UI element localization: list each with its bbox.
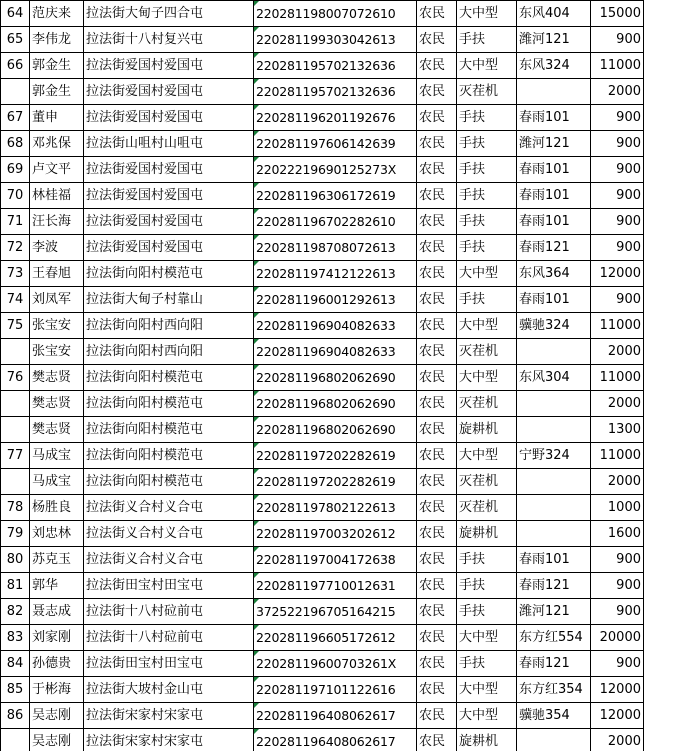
machine-type-cell[interactable]: 大中型 <box>457 625 517 651</box>
row-number-cell[interactable]: 73 <box>1 261 30 287</box>
id-number-cell[interactable]: 220281196904082633 <box>254 313 417 339</box>
id-number-cell[interactable]: 220281196201192676 <box>254 105 417 131</box>
model-cell[interactable]: 春雨101 <box>517 183 591 209</box>
machine-type-cell[interactable]: 灭茬机 <box>457 495 517 521</box>
model-cell[interactable]: 东风404 <box>517 1 591 27</box>
table-row <box>1 1 644 27</box>
name-cell[interactable]: 马成宝 <box>30 469 84 495</box>
name-cell[interactable]: 董申 <box>30 105 84 131</box>
name-cell[interactable]: 樊志贤 <box>30 365 84 391</box>
model-cell[interactable] <box>517 339 591 365</box>
address-cell[interactable]: 拉法街山咀村山咀屯 <box>84 131 254 157</box>
occupation-cell[interactable]: 农民 <box>417 105 457 131</box>
machine-type-cell[interactable]: 灭茬机 <box>457 339 517 365</box>
name-cell[interactable]: 郭华 <box>30 573 84 599</box>
id-number-cell[interactable]: 220281196306172619 <box>254 183 417 209</box>
machine-type-cell[interactable]: 灭茬机 <box>457 391 517 417</box>
address-cell[interactable]: 拉法街向阳村模范屯 <box>84 365 254 391</box>
machine-type-cell[interactable]: 大中型 <box>457 1 517 27</box>
row-number-cell[interactable]: 71 <box>1 209 30 235</box>
row-number-cell[interactable] <box>1 469 30 495</box>
name-cell[interactable]: 马成宝 <box>30 443 84 469</box>
amount-cell[interactable]: 11000 <box>591 53 644 79</box>
occupation-cell[interactable]: 农民 <box>417 1 457 27</box>
name-cell[interactable]: 孙德贵 <box>30 651 84 677</box>
model-cell[interactable]: 骥驰324 <box>517 313 591 339</box>
id-number-cell[interactable]: 220281197202282619 <box>254 443 417 469</box>
table-row <box>1 209 644 235</box>
table-row <box>1 27 644 53</box>
model-cell[interactable]: 春雨121 <box>517 573 591 599</box>
id-number-cell[interactable]: 220281197003202612 <box>254 521 417 547</box>
name-cell[interactable]: 刘忠林 <box>30 521 84 547</box>
machine-type-cell[interactable]: 手扶 <box>457 131 517 157</box>
id-number-cell[interactable]: 220281196408062617 <box>254 729 417 751</box>
address-cell[interactable]: 拉法街义合村义合屯 <box>84 495 254 521</box>
address-cell[interactable]: 拉法街向阳村模范屯 <box>84 469 254 495</box>
machine-type-cell[interactable]: 大中型 <box>457 443 517 469</box>
name-cell[interactable]: 范庆来 <box>30 1 84 27</box>
machine-type-cell[interactable]: 大中型 <box>457 677 517 703</box>
amount-cell[interactable]: 1000 <box>591 495 644 521</box>
amount-cell[interactable]: 900 <box>591 287 644 313</box>
row-number-cell[interactable]: 80 <box>1 547 30 573</box>
name-cell[interactable]: 樊志贤 <box>30 391 84 417</box>
name-cell[interactable]: 吴志刚 <box>30 729 84 751</box>
table-row <box>1 417 644 443</box>
table-row <box>1 703 644 729</box>
address-cell[interactable]: 拉法街爱国村爱国屯 <box>84 235 254 261</box>
address-cell[interactable]: 拉法街大坡村金山屯 <box>84 677 254 703</box>
amount-cell[interactable]: 2000 <box>591 339 644 365</box>
machine-type-cell[interactable]: 旋耕机 <box>457 521 517 547</box>
name-cell[interactable]: 李波 <box>30 235 84 261</box>
address-cell[interactable]: 拉法街大甸子四合屯 <box>84 1 254 27</box>
machine-type-cell[interactable]: 手扶 <box>457 27 517 53</box>
model-cell[interactable]: 骥驰354 <box>517 703 591 729</box>
machine-type-cell[interactable]: 手扶 <box>457 157 517 183</box>
amount-cell[interactable]: 11000 <box>591 443 644 469</box>
machine-type-cell[interactable]: 旋耕机 <box>457 417 517 443</box>
model-cell[interactable]: 春雨101 <box>517 157 591 183</box>
id-number-cell[interactable]: 22028119600703261X <box>254 651 417 677</box>
model-cell[interactable]: 潍河121 <box>517 599 591 625</box>
machine-type-cell[interactable]: 手扶 <box>457 183 517 209</box>
table-row <box>1 313 644 339</box>
id-number-cell[interactable]: 220281196802062690 <box>254 391 417 417</box>
table-row <box>1 261 644 287</box>
table-row <box>1 625 644 651</box>
occupation-cell[interactable]: 农民 <box>417 417 457 443</box>
row-number-cell[interactable]: 67 <box>1 105 30 131</box>
address-cell[interactable]: 拉法街宋家村宋家屯 <box>84 703 254 729</box>
row-number-cell[interactable]: 66 <box>1 53 30 79</box>
amount-cell[interactable]: 900 <box>591 209 644 235</box>
occupation-cell[interactable]: 农民 <box>417 365 457 391</box>
machine-type-cell[interactable]: 手扶 <box>457 573 517 599</box>
occupation-cell[interactable]: 农民 <box>417 391 457 417</box>
table-row <box>1 521 644 547</box>
model-cell[interactable]: 东风324 <box>517 53 591 79</box>
name-cell[interactable]: 于彬海 <box>30 677 84 703</box>
occupation-cell[interactable]: 农民 <box>417 547 457 573</box>
occupation-cell[interactable]: 农民 <box>417 495 457 521</box>
row-number-cell[interactable]: 76 <box>1 365 30 391</box>
amount-cell[interactable]: 2000 <box>591 469 644 495</box>
model-cell[interactable]: 潍河121 <box>517 27 591 53</box>
id-number-cell[interactable]: 220281197202282619 <box>254 469 417 495</box>
amount-cell[interactable]: 12000 <box>591 677 644 703</box>
machine-type-cell[interactable]: 大中型 <box>457 261 517 287</box>
amount-cell[interactable]: 1300 <box>591 417 644 443</box>
name-cell[interactable]: 林桂福 <box>30 183 84 209</box>
model-cell[interactable] <box>517 79 591 105</box>
model-cell[interactable]: 春雨101 <box>517 287 591 313</box>
model-cell[interactable] <box>517 391 591 417</box>
name-cell[interactable]: 王春旭 <box>30 261 84 287</box>
occupation-cell[interactable]: 农民 <box>417 235 457 261</box>
address-cell[interactable]: 拉法街向阳村模范屯 <box>84 417 254 443</box>
occupation-cell[interactable]: 农民 <box>417 53 457 79</box>
model-cell[interactable]: 春雨121 <box>517 235 591 261</box>
amount-cell[interactable]: 15000 <box>591 1 644 27</box>
model-cell[interactable]: 东风364 <box>517 261 591 287</box>
table-row <box>1 79 644 105</box>
name-cell[interactable]: 李伟龙 <box>30 27 84 53</box>
address-cell[interactable]: 拉法街爱国村爱国屯 <box>84 79 254 105</box>
model-cell[interactable] <box>517 495 591 521</box>
model-cell[interactable]: 春雨101 <box>517 547 591 573</box>
machine-type-cell[interactable]: 手扶 <box>457 547 517 573</box>
occupation-cell[interactable]: 农民 <box>417 469 457 495</box>
name-cell[interactable]: 卢文平 <box>30 157 84 183</box>
occupation-cell[interactable]: 农民 <box>417 209 457 235</box>
name-cell[interactable]: 邓兆保 <box>30 131 84 157</box>
id-number-cell[interactable]: 220281196802062690 <box>254 417 417 443</box>
id-number-cell[interactable]: 220281196802062690 <box>254 365 417 391</box>
occupation-cell[interactable]: 农民 <box>417 729 457 751</box>
model-cell[interactable]: 宁野324 <box>517 443 591 469</box>
row-number-cell[interactable]: 81 <box>1 573 30 599</box>
row-number-cell[interactable]: 64 <box>1 1 30 27</box>
table-row <box>1 443 644 469</box>
amount-cell[interactable]: 900 <box>591 573 644 599</box>
address-cell[interactable]: 拉法街爱国村爱国屯 <box>84 105 254 131</box>
address-cell[interactable]: 拉法街向阳村西向阳 <box>84 313 254 339</box>
id-number-cell[interactable]: 220281197412122613 <box>254 261 417 287</box>
occupation-cell[interactable]: 农民 <box>417 521 457 547</box>
model-cell[interactable] <box>517 729 591 751</box>
table-row <box>1 53 644 79</box>
table-row <box>1 599 644 625</box>
address-cell[interactable]: 拉法街爱国村爱国屯 <box>84 53 254 79</box>
occupation-cell[interactable]: 农民 <box>417 261 457 287</box>
address-cell[interactable]: 拉法街十八村砬前屯 <box>84 599 254 625</box>
address-cell[interactable]: 拉法街向阳村模范屯 <box>84 443 254 469</box>
name-cell[interactable]: 聂志成 <box>30 599 84 625</box>
name-cell[interactable]: 刘家刚 <box>30 625 84 651</box>
model-cell[interactable]: 春雨121 <box>517 651 591 677</box>
id-number-cell[interactable]: 372522196705164215 <box>254 599 417 625</box>
amount-cell[interactable]: 2000 <box>591 729 644 751</box>
id-number-cell[interactable]: 220281196605172612 <box>254 625 417 651</box>
amount-cell[interactable]: 900 <box>591 547 644 573</box>
amount-cell[interactable]: 900 <box>591 27 644 53</box>
occupation-cell[interactable]: 农民 <box>417 677 457 703</box>
row-number-cell[interactable]: 77 <box>1 443 30 469</box>
row-number-cell[interactable]: 70 <box>1 183 30 209</box>
row-number-cell[interactable] <box>1 417 30 443</box>
name-cell[interactable]: 杨胜良 <box>30 495 84 521</box>
table-row <box>1 495 644 521</box>
amount-cell[interactable]: 20000 <box>591 625 644 651</box>
address-cell[interactable]: 拉法街十八村复兴屯 <box>84 27 254 53</box>
id-number-cell[interactable]: 220281195702132636 <box>254 53 417 79</box>
name-cell[interactable]: 张宝安 <box>30 339 84 365</box>
machine-type-cell[interactable]: 手扶 <box>457 209 517 235</box>
machine-type-cell[interactable]: 大中型 <box>457 365 517 391</box>
row-number-cell[interactable]: 85 <box>1 677 30 703</box>
occupation-cell[interactable]: 农民 <box>417 443 457 469</box>
table-row <box>1 105 644 131</box>
id-number-cell[interactable]: 220281196408062617 <box>254 703 417 729</box>
amount-cell[interactable]: 12000 <box>591 261 644 287</box>
machine-type-cell[interactable]: 灭茬机 <box>457 79 517 105</box>
amount-cell[interactable]: 900 <box>591 235 644 261</box>
name-cell[interactable]: 汪长海 <box>30 209 84 235</box>
row-number-cell[interactable]: 86 <box>1 703 30 729</box>
id-number-cell[interactable]: 220281198007072610 <box>254 1 417 27</box>
table-row <box>1 235 644 261</box>
occupation-cell[interactable]: 农民 <box>417 703 457 729</box>
table-row <box>1 157 644 183</box>
id-number-cell[interactable]: 220281196702282610 <box>254 209 417 235</box>
id-number-cell[interactable]: 220281195702132636 <box>254 79 417 105</box>
row-number-cell[interactable]: 68 <box>1 131 30 157</box>
id-number-cell[interactable]: 220281197101122616 <box>254 677 417 703</box>
address-cell[interactable]: 拉法街向阳村西向阳 <box>84 339 254 365</box>
occupation-cell[interactable]: 农民 <box>417 183 457 209</box>
table-row <box>1 677 644 703</box>
row-number-cell[interactable] <box>1 79 30 105</box>
occupation-cell[interactable]: 农民 <box>417 339 457 365</box>
machine-type-cell[interactable]: 灭茬机 <box>457 469 517 495</box>
id-number-cell[interactable]: 220281196001292613 <box>254 287 417 313</box>
occupation-cell[interactable]: 农民 <box>417 79 457 105</box>
model-cell[interactable]: 春雨101 <box>517 209 591 235</box>
amount-cell[interactable]: 900 <box>591 183 644 209</box>
amount-cell[interactable]: 900 <box>591 157 644 183</box>
name-cell[interactable]: 吴志刚 <box>30 703 84 729</box>
row-number-cell[interactable] <box>1 391 30 417</box>
amount-cell[interactable]: 1600 <box>591 521 644 547</box>
amount-cell[interactable]: 900 <box>591 105 644 131</box>
address-cell[interactable]: 拉法街大甸子村靠山 <box>84 287 254 313</box>
row-number-cell[interactable]: 79 <box>1 521 30 547</box>
machine-type-cell[interactable]: 手扶 <box>457 105 517 131</box>
model-cell[interactable] <box>517 521 591 547</box>
address-cell[interactable]: 拉法街宋家村宋家屯 <box>84 729 254 751</box>
model-cell[interactable]: 东方红354 <box>517 677 591 703</box>
table-row <box>1 131 644 157</box>
id-number-cell[interactable]: 220281197802122613 <box>254 495 417 521</box>
machine-type-cell[interactable]: 手扶 <box>457 651 517 677</box>
amount-cell[interactable]: 2000 <box>591 391 644 417</box>
name-cell[interactable]: 苏克玉 <box>30 547 84 573</box>
amount-cell[interactable]: 11000 <box>591 365 644 391</box>
model-cell[interactable]: 春雨101 <box>517 105 591 131</box>
amount-cell[interactable]: 900 <box>591 131 644 157</box>
id-number-cell[interactable]: 220281196904082633 <box>254 339 417 365</box>
occupation-cell[interactable]: 农民 <box>417 157 457 183</box>
row-number-cell[interactable] <box>1 729 30 751</box>
table-row <box>1 651 644 677</box>
row-number-cell[interactable]: 78 <box>1 495 30 521</box>
row-number-cell[interactable]: 75 <box>1 313 30 339</box>
address-cell[interactable]: 拉法街爱国村爱国屯 <box>84 183 254 209</box>
machine-type-cell[interactable]: 大中型 <box>457 53 517 79</box>
machine-type-cell[interactable]: 大中型 <box>457 313 517 339</box>
name-cell[interactable]: 张宝安 <box>30 313 84 339</box>
id-number-cell[interactable]: 22022219690125273X <box>254 157 417 183</box>
id-number-cell[interactable]: 220281197606142639 <box>254 131 417 157</box>
model-cell[interactable]: 潍河121 <box>517 131 591 157</box>
amount-cell[interactable]: 12000 <box>591 703 644 729</box>
address-cell[interactable]: 拉法街义合村义合屯 <box>84 547 254 573</box>
row-number-cell[interactable]: 82 <box>1 599 30 625</box>
machine-type-cell[interactable]: 手扶 <box>457 287 517 313</box>
table-row <box>1 183 644 209</box>
amount-cell[interactable]: 2000 <box>591 79 644 105</box>
table-row <box>1 287 644 313</box>
model-cell[interactable] <box>517 469 591 495</box>
machine-type-cell[interactable]: 手扶 <box>457 235 517 261</box>
row-number-cell[interactable]: 65 <box>1 27 30 53</box>
row-number-cell[interactable]: 74 <box>1 287 30 313</box>
address-cell[interactable]: 拉法街义合村义合屯 <box>84 521 254 547</box>
id-number-cell[interactable]: 220281197004172638 <box>254 547 417 573</box>
row-number-cell[interactable]: 69 <box>1 157 30 183</box>
occupation-cell[interactable]: 农民 <box>417 651 457 677</box>
model-cell[interactable] <box>517 417 591 443</box>
occupation-cell[interactable]: 农民 <box>417 287 457 313</box>
amount-cell[interactable]: 11000 <box>591 313 644 339</box>
table-row <box>1 547 644 573</box>
row-number-cell[interactable] <box>1 339 30 365</box>
occupation-cell[interactable]: 农民 <box>417 131 457 157</box>
model-cell[interactable]: 东方红554 <box>517 625 591 651</box>
occupation-cell[interactable]: 农民 <box>417 599 457 625</box>
address-cell[interactable]: 拉法街爱国村爱国屯 <box>84 209 254 235</box>
address-cell[interactable]: 拉法街向阳村模范屯 <box>84 261 254 287</box>
address-cell[interactable]: 拉法街田宝村田宝屯 <box>84 651 254 677</box>
model-cell[interactable]: 东风304 <box>517 365 591 391</box>
machine-type-cell[interactable]: 大中型 <box>457 703 517 729</box>
occupation-cell[interactable]: 农民 <box>417 625 457 651</box>
occupation-cell[interactable]: 农民 <box>417 313 457 339</box>
row-number-cell[interactable]: 72 <box>1 235 30 261</box>
table-row <box>1 339 644 365</box>
table-row <box>1 391 644 417</box>
occupation-cell[interactable]: 农民 <box>417 573 457 599</box>
occupation-cell[interactable]: 农民 <box>417 27 457 53</box>
address-cell[interactable]: 拉法街爱国村爱国屯 <box>84 157 254 183</box>
address-cell[interactable]: 拉法街田宝村田宝屯 <box>84 573 254 599</box>
table-row <box>1 469 644 495</box>
name-cell[interactable]: 郭金生 <box>30 79 84 105</box>
table-row <box>1 573 644 599</box>
amount-cell[interactable]: 900 <box>591 599 644 625</box>
row-number-cell[interactable]: 83 <box>1 625 30 651</box>
address-cell[interactable]: 拉法街十八村砬前屯 <box>84 625 254 651</box>
table-row <box>1 729 644 751</box>
machine-type-cell[interactable]: 旋耕机 <box>457 729 517 751</box>
name-cell[interactable]: 樊志贤 <box>30 417 84 443</box>
amount-cell[interactable]: 900 <box>591 651 644 677</box>
machine-type-cell[interactable]: 手扶 <box>457 599 517 625</box>
id-number-cell[interactable]: 220281199303042613 <box>254 27 417 53</box>
row-number-cell[interactable]: 84 <box>1 651 30 677</box>
id-number-cell[interactable]: 220281198708072613 <box>254 235 417 261</box>
address-cell[interactable]: 拉法街向阳村模范屯 <box>84 391 254 417</box>
name-cell[interactable]: 郭金生 <box>30 53 84 79</box>
table-row <box>1 365 644 391</box>
id-number-cell[interactable]: 220281197710012631 <box>254 573 417 599</box>
name-cell[interactable]: 刘凤军 <box>30 287 84 313</box>
